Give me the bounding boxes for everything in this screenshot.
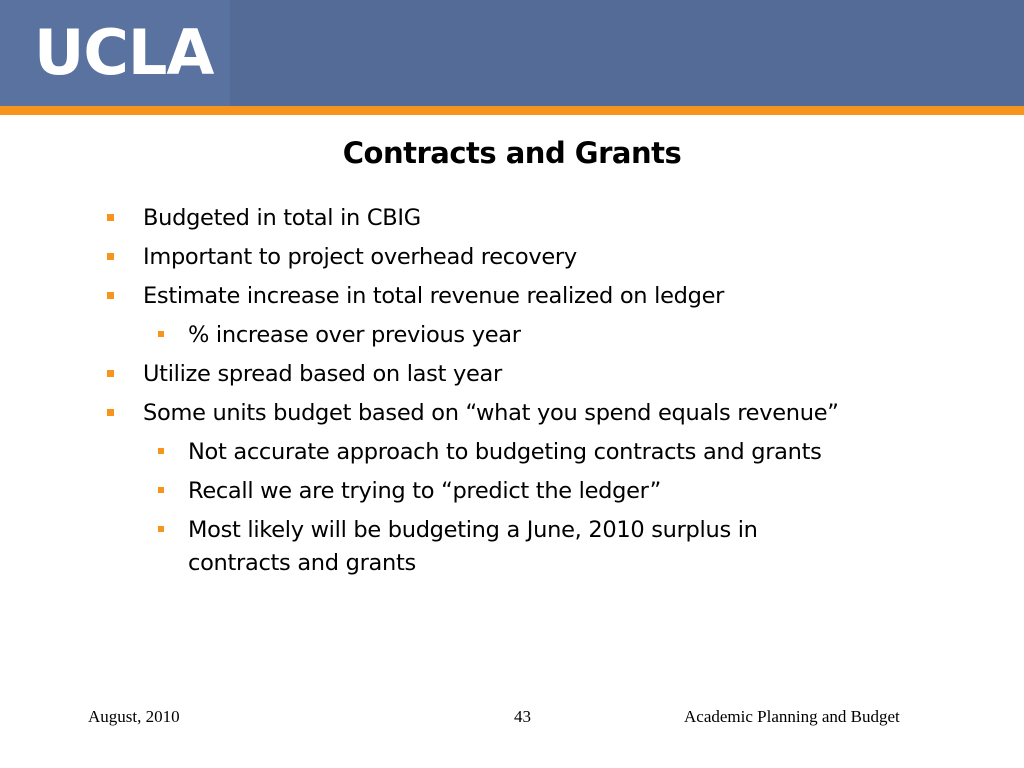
footer-page-number: 43 bbox=[514, 707, 531, 726]
bullet-item bbox=[143, 358, 983, 391]
square-bullet-icon bbox=[107, 370, 114, 377]
sub-bullet-item bbox=[188, 475, 948, 508]
square-bullet-icon bbox=[107, 292, 114, 299]
bullet-text: Estimate increase in total revenue realized on ledger bbox=[143, 283, 725, 309]
square-bullet-icon bbox=[107, 214, 114, 221]
sub-bullet-item bbox=[188, 514, 838, 580]
square-bullet-icon bbox=[107, 253, 114, 260]
square-bullet-icon bbox=[158, 331, 164, 337]
footer-date: August, 2010 bbox=[88, 707, 180, 726]
bullet-item bbox=[143, 280, 983, 313]
square-bullet-icon bbox=[107, 409, 114, 416]
bullet-item bbox=[143, 241, 983, 274]
footer-department: Academic Planning and Budget bbox=[684, 707, 900, 726]
bullet-text: Utilize spread based on last year bbox=[143, 361, 502, 387]
bullet-text: % increase over previous year bbox=[188, 322, 521, 348]
square-bullet-icon bbox=[158, 526, 164, 532]
sub-bullet-item bbox=[188, 436, 948, 469]
bullet-text: Budgeted in total in CBIG bbox=[143, 205, 421, 231]
bullet-text: Recall we are trying to “predict the ledger” bbox=[188, 478, 661, 504]
bullet-text: Most likely will be budgeting a June, 2010 surplus in contracts and grants bbox=[188, 517, 758, 576]
square-bullet-icon bbox=[158, 487, 164, 493]
sub-bullet-item bbox=[188, 319, 948, 352]
square-bullet-icon bbox=[158, 448, 164, 454]
bullet-text: Not accurate approach to budgeting contracts and grants bbox=[188, 439, 822, 465]
bullet-item bbox=[143, 397, 983, 430]
bullet-text: Important to project overhead recovery bbox=[143, 244, 577, 270]
ucla-logo: UCLA bbox=[34, 16, 214, 89]
bullet-item bbox=[143, 202, 983, 235]
bullet-text: Some units budget based on “what you spend equals revenue” bbox=[143, 400, 839, 426]
slide-title: Contracts and Grants bbox=[342, 136, 682, 170]
